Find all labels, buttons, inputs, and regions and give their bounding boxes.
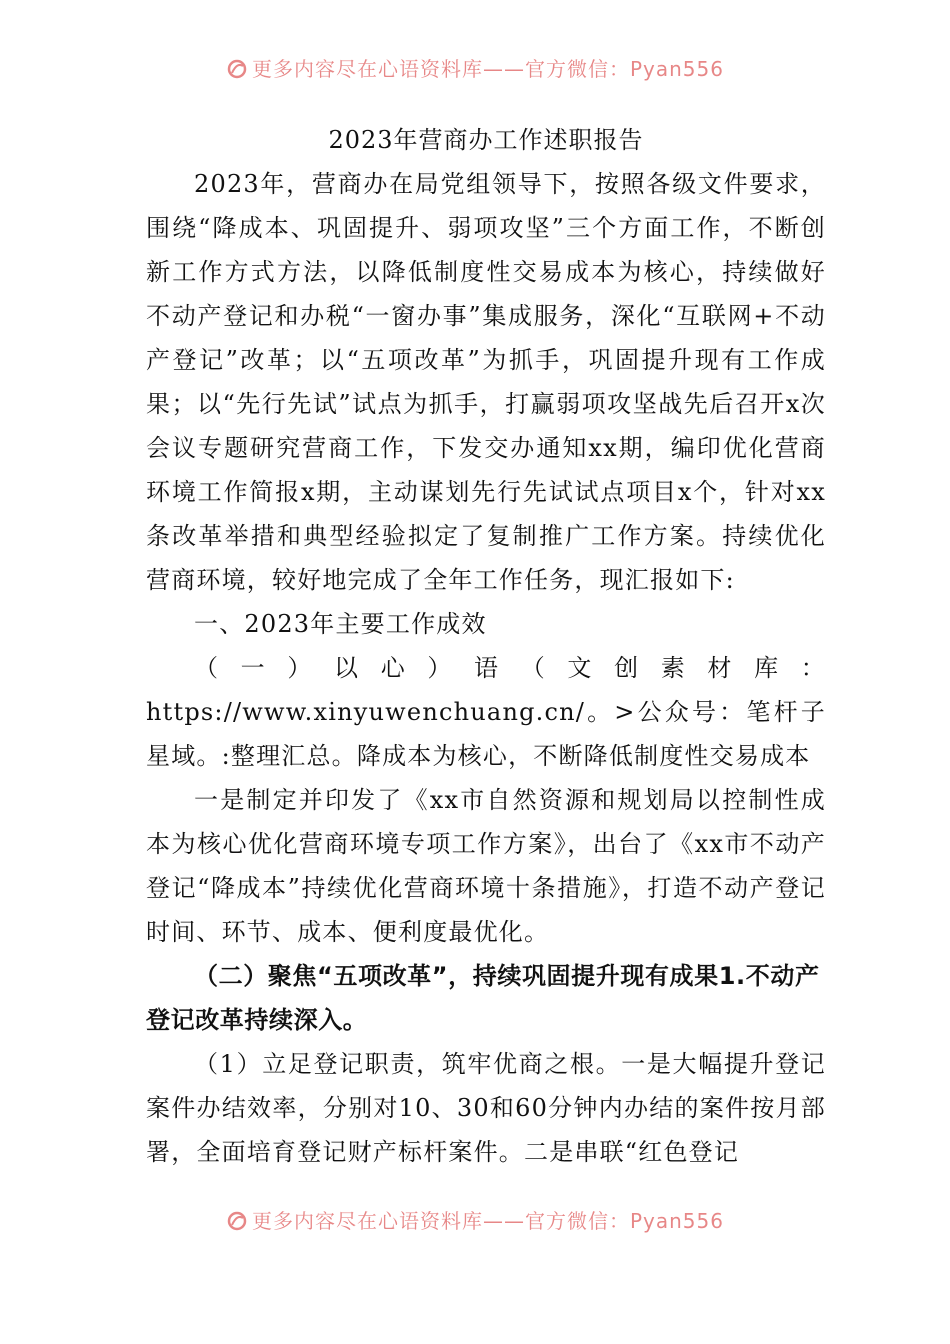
watermark-bottom (0, 1208, 950, 1234)
section-heading-1: 一、2023年主要工作成效 (194, 610, 487, 638)
subsection-1-paragraph: （一）以心）语（文创素材库：https://www.xinyuwenchuang.cn/。>公众号：笔杆子星域。:整理汇总。降成本为核心，不断降低制度性交易成本 (146, 654, 826, 770)
document-body (146, 118, 826, 1174)
watermark-text: 更多内容尽在心语资料库——官方微信：Pyan556 (251, 1209, 724, 1233)
measure-paragraph: 一是制定并印发了《xx市自然资源和规划局以控制性成本为核心优化营商环境专项工作方案》，出台了《xx市不动产登记“降成本”持续优化营商环境十条措施》，打造不动产登记时间、环节、成本、便利度最优化。 (146, 786, 826, 946)
watermark-text: 更多内容尽在心语资料库——官方微信：Pyan556 (251, 57, 724, 81)
subsection-2-heading: （二）聚焦“五项改革”，持续巩固提升现有成果1.不动产登记改革持续深入。 (146, 962, 820, 1034)
watermark-logo-icon (226, 1210, 248, 1232)
watermark-top (0, 56, 950, 82)
intro-paragraph: 2023年，营商办在局党组领导下，按照各级文件要求，围绕“降成本、巩固提升、弱项攻坚”三个方面工作，不断创新工作方式方法，以降低制度性交易成本为核心，持续做好不动产登记和办税“一窗办事”集成服务，深化“互联网+不动产登记”改革；以“五项改革”为抓手，巩固提升现有工作成果；以“先行先试”试点为抓手，打赢弱项攻坚战先后召开x次会议专题研究营商工作，下发交办通知xx期，编印优化营商环境工作简报x期，主动谋划先行先试试点项目x个，针对xx条改革举措和典型经验拟定了复制推广工作方案。持续优化营商环境，较好地完成了全年工作任务，现汇报如下: (146, 170, 826, 594)
watermark-logo-icon (226, 58, 248, 80)
registration-paragraph: （1）立足登记职责，筑牢优商之根。一是大幅提升登记案件办结效率，分别对10、30和60分钟内办结的案件按月部署，全面培育登记财产标杆案件。二是串联“红色登记 (146, 1050, 826, 1166)
document-title: 2023年营商办工作述职报告 (328, 126, 644, 154)
